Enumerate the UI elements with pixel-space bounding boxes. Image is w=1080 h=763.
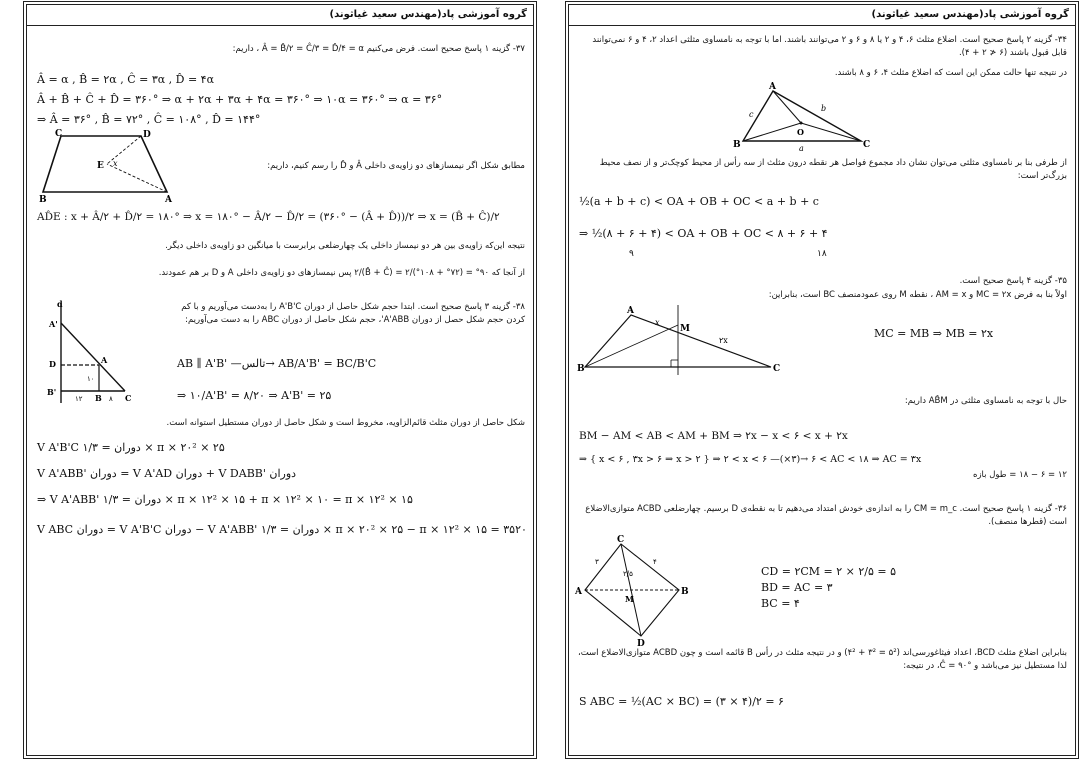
q35-label-2x: ۲x <box>719 336 728 345</box>
q35-eq4: ۱۲ = ۶ − ۱۸ = طول بازه <box>973 470 1067 480</box>
tri-label-a-side: a <box>799 144 804 153</box>
tri-label-o: O <box>797 127 804 137</box>
q38-text: ۳۸- گزینه ۳ پاسخ صحیح است. ابتدا حجم شکل حاصل از دوران A'B'C را به‌دست می‌آوریم و با کم کردن حجم شکل حصل از دوران A'ABB'، حجم شکل حاصل از دوران ABC را به دست می‌آوریم: <box>181 302 525 325</box>
q35-eq2: BM − AM < AB < AM + BM ⇒ ۲x − x < ۶ < x + ۲x <box>579 430 848 442</box>
q37-conclusion2: از آنجا که ۹۰° = (۷۲° + ۱۰۸°)/۲ = (B̂ + Ĉ)/۲ پس نیمسازهای دو زاویه‌ی داخلی A و D بر هم عمودند. <box>158 268 525 278</box>
q34-under-18: ۱۸ <box>817 249 827 259</box>
q36-text2: بنابراین اضلاع مثلث BCD، اعداد فیثاغورسی‌اند (۵² = ۳² + ۴²) و در نتیجه مثلث در رأس B قائمه است و چون ACBD متوازی‌الاضلاع است، لذا مستطیل نیز می‌باشد و Ĉ = ۹۰°، در نتیجه: <box>577 648 1067 671</box>
rot-label-b-prime: B' <box>47 387 57 397</box>
q35-label-c: C <box>773 364 781 374</box>
q35-figure <box>577 305 781 375</box>
q36-sys2: BD = AC = ۳ <box>761 581 833 594</box>
q36-label-b: B <box>681 587 689 597</box>
q36-label-3: ۳ <box>595 558 599 566</box>
q38-eq1: AB ∥ A'B' —تالس→ AB/A'B' = BC/B'C <box>177 357 377 370</box>
trap-label-d: D <box>143 130 151 140</box>
q37-conclusion1: نتیجه این‌که زاویه‌ی بین هر دو نیمساز داخلی یک چهارضلعی برابرست با میانگین دو زاویه‌ی داخلی دیگر. <box>165 241 525 251</box>
q38-v3: ⇒ V A'ABB' دوران = ۱/۳ × π × ۱۲² × ۱۵ + π × ۱۲² × ۱۰ = π × ۱۲² × ۱۵ <box>37 493 413 506</box>
q35-text2: اولاً بنا به فرض MC = ۲x و AM = x ، نقطه M روی عمودمنصف BC است، بنابراین: <box>768 290 1067 300</box>
trap-label-c: C <box>55 129 63 139</box>
tri-label-c-side: c <box>749 110 754 119</box>
q36-label-a: A <box>575 587 582 597</box>
q35-label-b: B <box>577 364 585 374</box>
left-page <box>26 4 534 756</box>
q35-label-a: A <box>627 306 634 316</box>
rot-label-c: C <box>125 393 132 403</box>
q36-sys3: BC = ۴ <box>761 597 800 610</box>
rot-label-a-prime: A' <box>49 319 58 329</box>
q34-eq1: ½(a + b + c) < OA + OB + OC < a + b + c <box>579 195 819 208</box>
q37-eq3: ⇒ Â = ۳۶° , B̂ = ۷۲° , Ĉ = ۱۰۸° , D̂ = ۱۴۴° <box>37 113 261 126</box>
q36-label-25: ۲/۵ <box>623 570 633 578</box>
rotation-figure <box>41 299 141 413</box>
q37-intro: ۳۷- گزینه ۱ پاسخ صحیح است. فرض می‌کنیم Â = B̂/۲ = Ĉ/۳ = D̂/۴ = α ، داریم: <box>232 44 525 54</box>
q37-fig-caption: مطابق شکل اگر نیمسازهای دو زاویه‌ی داخلی Â و D̂ را رسم کنیم، داریم: <box>267 161 525 171</box>
tri-label-a: A <box>769 82 776 92</box>
q38-v4: V ABC دوران = V A'B'C دوران − V A'ABB' دوران = ۱/۳ × π × ۲۰² × ۲۵ − π × ۱۲² × ۱۵ = ۳۵۲۰ <box>37 523 527 536</box>
q38-eq2: ⇒ ۱۰/A'B' = ۸/۲۰ ⇒ A'B' = ۲۵ <box>177 389 332 402</box>
tri-label-b-side: b <box>821 104 827 113</box>
q34-text2: در نتیجه تنها حالت ممکن این است که اضلاع مثلث ۴، ۶ و ۸ باشند. <box>834 68 1067 78</box>
q36-label-m: M <box>625 594 634 604</box>
q37-eq1: Â = α , B̂ = ۲α , Ĉ = ۳α , D̂ = ۴α <box>37 73 215 86</box>
q36-figure <box>575 535 691 649</box>
q36-text1: ۳۶- گزینه ۱ پاسخ صحیح است. CM = m_c را به اندازه‌ی خودش امتداد می‌دهیم تا به نقطه‌ی D برسیم. چهارضلعی ACBD متوازی‌الاضلاع است (قطرها منصف). <box>585 504 1067 527</box>
q35-text1: ۳۵- گزینه ۴ پاسخ صحیح است. <box>959 276 1067 286</box>
q35-label-m: M <box>680 324 690 334</box>
q36-label-4: ۴ <box>653 558 657 566</box>
q38-v1: V A'B'C دوران = ۱/۳ × π × ۲۰² × ۲۵ <box>37 441 225 454</box>
triangle-o-figure <box>733 82 879 153</box>
q38-note: شکل حاصل از دوران مثلث قائم‌الزاویه، مخروط است و شکل حاصل از دوران مستطیل استوانه است. <box>166 418 525 428</box>
rot-label-a: A <box>101 355 108 365</box>
rot-label-10: ۱۰ <box>87 375 95 383</box>
trap-label-a: A <box>165 195 172 205</box>
tri-label-b: B <box>733 140 741 150</box>
q34-text1: ۳۴- گزینه ۲ پاسخ صحیح است. اضلاع مثلث ۶، ۴ و ۲ یا ۸ و ۶ و ۲ می‌توانند باشند. اما با توجه به نامساوی مثلثی اعداد ۲، ۴ و ۶ نمی‌توانند قابل قبول باشند (۶ ≮ ۲ + ۴). <box>592 35 1067 58</box>
q36-label-c: C <box>617 535 625 545</box>
q38-v2: V A'ABB' دوران = V A'AD دوران + V DABB' دوران <box>37 467 297 480</box>
rot-label-8: ۸ <box>109 395 113 403</box>
q35-text3: حال با توجه به نامساوی مثلثی در AB̂M داریم: <box>904 396 1067 406</box>
rot-label-12: ۱۲ <box>75 395 83 403</box>
trap-label-e: E <box>97 161 104 171</box>
q34-text3: از طرفی بنا بر نامساوی مثلثی می‌توان نشان داد مجموع فواصل هر نقطه درون مثلث از سه رأس از محیط کوچک‌تر و از نصف محیط بزرگ‌تر است: <box>599 158 1067 181</box>
q35-eq3: ⇒ { x < ۶ , ۳x > ۶ ⇒ x > ۲ } ⇒ ۲ < x < ۶ —(×۳)→ ۶ < AC < ۱۸ ⇒ AC = ۳x <box>579 454 922 465</box>
q36-eq1: S ABC = ½(AC × BC) = (۳ × ۴)/۲ = ۶ <box>579 695 784 708</box>
right-page <box>568 4 1076 756</box>
q37-eq4: AD̂E : x + Â/۲ + D̂/۲ = ۱۸۰° ⇒ x = ۱۸۰° − Â/۲ − D̂/۲ = (۳۶۰° − (Â + D̂))/۲ ⇒ x = (B̂ + Ĉ)/۲ <box>37 211 500 223</box>
q36-sys1: CD = ۲CM = ۲ × ۲/۵ = ۵ <box>761 565 897 578</box>
q34-under-9: ۹ <box>629 249 634 259</box>
trap-label-x: x <box>113 159 118 168</box>
q34-eq2: ⇒ ½(۸ + ۶ + ۴) < OA + OB + OC < ۸ + ۶ + ۴ <box>579 227 828 240</box>
q37-eq2: Â + B̂ + Ĉ + D̂ = ۳۶۰° ⇒ α + ۲α + ۳α + ۴α = ۳۶۰° ⇒ ۱۰α = ۳۶۰° ⇒ α = ۳۶° <box>37 93 443 106</box>
rot-label-d: D <box>49 359 56 369</box>
tri-label-c: C <box>863 140 871 150</box>
q35-eq1: MC = MB ⇒ MB = ۲x <box>874 327 994 340</box>
q36-label-d: D <box>637 639 645 649</box>
left-page-header: گروه آموزشی پاد(مهندس سعید غیاثوند) <box>27 5 533 26</box>
rot-label-b: B <box>95 393 102 403</box>
right-page-header: گروه آموزشی پاد(مهندس سعید غیاثوند) <box>569 5 1075 26</box>
trap-label-b: B <box>39 195 47 205</box>
trapezoid-figure <box>39 129 172 205</box>
q35-label-x: x <box>655 318 660 327</box>
rot-label-d-axis: d <box>57 299 63 309</box>
